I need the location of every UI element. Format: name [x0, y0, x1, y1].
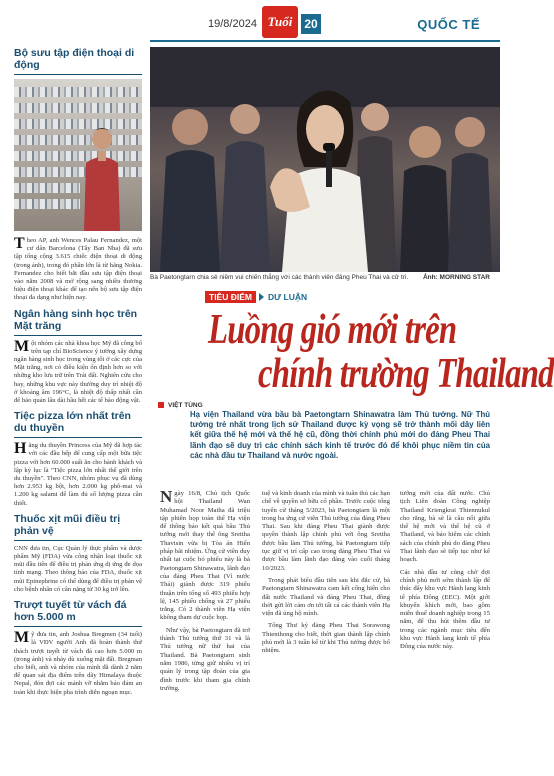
issue-date: 19/8/2024 — [208, 18, 257, 30]
main-photo — [150, 47, 500, 272]
kicker-sublabel: DƯ LUẬN — [267, 292, 308, 302]
divider — [14, 74, 142, 75]
article-lead: Hạ viện Thailand vừa bầu bà Paetongtarn Shinawatra làm Thủ tướng. Nữ Thủ tướng trẻ nhất trong lịch sử Thailand được kỳ vọng sẽ trở thành mối dây liên kết giữa thế hệ mới và thế hệ cũ, đồng thời chính phủ mới do đảng Pheu Thai lãnh đạo sẽ duy trì các chính sách kinh tế trước đó để khôi phục niềm tin của các nhà đầu tư Thailand và nước ngoài. — [190, 410, 490, 460]
photo-caption — [150, 274, 500, 281]
sidebar-briefs — [14, 44, 142, 772]
shelf — [14, 87, 142, 97]
shelf — [14, 199, 80, 209]
drop-cap: H — [14, 440, 27, 458]
drop-cap: M — [14, 629, 30, 647]
paragraph: tướng mới của đất nước. Chủ tịch Liên đoàn Công nghiệp Thailand Kriengkrai Thiennukul cho rằng, bà sẽ là cầu nối giữa thế hệ mới và thế hệ cũ ở Thailand, và bảo hiểm các chính sách của chính phủ do đảng Pheu Thai lãnh đạo sẽ tiếp tục như kế hoạch. — [400, 490, 490, 564]
divider — [14, 540, 142, 541]
paragraph: tuệ và kinh doanh của mình và tuân thủ các hạn chế về quyền sở hữu cổ phần. Trước cuộc tổng tuyển cử tháng 5/2023, bà Paetongtarn là một trong ba ứng cử viên Thủ tướng của đảng Pheu Thai. Sau khi đảng Pheu Thai giành được quyền thành lập chính phủ với ông Srettha được bầu làm Thủ tướng, bà Paetongtarn tiếp tục giữ vị trí cấp cao trong đảng Pheu Thai và được bầu làm lãnh đạo đảng vào cuối tháng 10/2023. — [262, 490, 390, 572]
paragraph: Tổng Thư ký đảng Pheu Thai Sorawong Thienthong cho biết, thời gian thành lập chính phủ mới là 3 tuần kể từ khi Thủ tướng được bổ nhiệm. — [262, 622, 390, 655]
brief-text: Hãng du thuyền Princess của Mỹ đã hợp tác với các đầu bếp để cung cấp một bữa tiệc pizza với hơn 60.000 suất ăn cho hành khách và lập kỷ lục là "Tiệc pizza lớn nhất thế giới trên du thuyền". Theo CNN, nhóm phục vụ đã dùng hơn 2.953 kg bột, hơn 2.000 kg phô-mai và 1.200 kg salami để làm đủ số lượng pizza cần thiết. — [14, 440, 142, 507]
shelf — [14, 103, 142, 113]
collector-figure — [80, 123, 124, 231]
brief-title: Bộ sưu tập điện thoại di động — [14, 47, 135, 71]
article-kicker — [205, 292, 307, 302]
kicker-label: TIÊU ĐIỂM — [205, 291, 256, 303]
section-title: QUỐC TẾ — [417, 17, 480, 32]
article-column-3 — [400, 490, 490, 772]
brief-title: Ngân hàng sinh học trên Mặt trăng — [14, 307, 138, 332]
brief-text: CNN đưa tin, Cục Quản lý thực phẩm và dược phẩm Mỹ (FDA) vừa công nhận loại thuốc xịt mũi đầu tiên để điều trị phản ứng dị ứng đe dọa tính mạng. Theo thông báo của FDA, thuốc xịt mũi Epinephrine có thể dùng để điều trị phản vệ cho bệnh nhân có cân nặng từ 30 kg trở lên. — [14, 544, 142, 593]
crowd-illustration — [150, 47, 500, 272]
paragraph: Trong phát biểu đầu tiên sau khi đắc cử, bà Paetongtarn Shinawatra cam kết cống hiến cho đất nước Thailand và đảng Pheu Thai, đồng thời gửi lời cảm ơn tới tất cả các thành viên Hạ viện đã ủng hộ mình. — [262, 576, 390, 618]
brief-text: Một nhóm các nhà khoa học Mỹ đã công bố trên tạp chí BioScience ý tưởng xây dựng ngân hàng sinh học trong vùng tối ở các cực của Mặt trăng, nơi có điều kiện ổn định hơn so với những kho lưu trữ trên Trái đất. Nghiên cứu cho hay, những khu vực này thường duy trì nhiệt độ ở khoảng âm 196°C, là nhiệt độ thấp nhất cần để bảo quản lâu dài hầu hết các tế bào động vật. — [14, 337, 142, 405]
byline: VIỆT TÙNG — [158, 402, 203, 409]
header-rule — [150, 40, 500, 42]
divider — [14, 335, 142, 336]
shelf — [14, 183, 80, 193]
paragraph: Ngày 16/8, Chủ tịch Quốc hội Thailand Wan Muhamad Noor Matha đã triệu tập phiên họp toàn thể Hạ viện để thông báo kết quả bầu Thủ tướng mới thay thế ông Srettha Thavisin vừa bị Tòa án Hiến pháp bãi nhiệm. Ứng cử viên duy nhất tại cuộc bỏ phiếu này là bà Paetongtarn Shinawatra, lãnh đạo của đảng Pheu Thai (Vì nước Thái) giành được 319 phiếu thuận trên tổng số 493 phiếu hợp lệ, 145 phiếu chống và 27 phiếu trắng. Có 2 thành viên Hạ viện không tham dự cuộc họp. — [160, 487, 250, 622]
brief-text: Theo AP, anh Wences Palau Fernandez, một cư dân Barcelona (Tây Ban Nha) đã sưu tập tổng cộng 3.615 chiếc điện thoại di động (trong ảnh), trong đó phần lớn là từ hãng Nokia. Fernandez cho biết bắt đầu sưu tập điện thoại vào năm 2008 và mở rộng sang nhiều thương hiệu điện thoại khác để tạo nên bộ sưu tập điện thoại đa dạng như hiện nay. — [14, 235, 142, 302]
drop-cap: N — [160, 487, 173, 506]
article-column-2 — [262, 490, 390, 772]
headline-line-2: chính trường Thailand — [258, 351, 554, 397]
page-header — [0, 0, 500, 40]
arrow-icon — [259, 293, 264, 301]
drop-cap: M — [14, 337, 30, 355]
article-column-1 — [160, 487, 250, 772]
photo-credit: Ảnh: MORNING STAR — [422, 274, 490, 281]
caption-text: Bà Paetongtarn chia sẻ niềm vui chiến thắng với các thành viên đảng Pheu Thai và cử tri. — [150, 274, 409, 281]
headline-line-1: Luồng gió mới trên — [208, 307, 457, 353]
divider — [14, 437, 142, 438]
brief-title: Thuốc xịt mũi điều trị phản vệ — [14, 512, 121, 537]
brief-title: Trượt tuyết từ vách đá hơn 5.000 m — [14, 599, 127, 624]
divider — [14, 626, 142, 627]
page-number: 20 — [301, 14, 321, 34]
paragraph: Các nhà đầu tư cũng chờ đợi chính phủ mới sớm thành lập để thúc đẩy khu vực Hành lang kinh tế phía Đông (EEC). Một giới khuyến khích mới, bao gồm miễn thuế doanh nghiệp trong 15 năm, để thu hút thêm đầu tư trong các ngành mục tiêu đến khu vực Hành lang kinh tế phía Đông của nước này. — [400, 568, 490, 651]
brief-text: Mỹ đưa tin, anh Joshua Bregmen (34 tuổi) là VĐV người Anh đã hoàn thành thử thách trượt tuyết từ vách đá cao hơn 5.000 m (trong ảnh) và nhảy dù xuống mặt đất. Bregman cho biết, anh và nhóm của mình đã dành 2 năm để quan sát địa điểm trên dãy Himalaya thuộc Nepal, đón đợi các mảnh vỡ nhằm bảo đảm an toàn khi thực hiện pha trình diễn ngoạn mục. — [14, 629, 142, 696]
brief-title: Tiệc pizza lớn nhất trên du thuyền — [14, 410, 131, 435]
phone-collection-photo — [14, 79, 142, 231]
paragraph: Như vậy, bà Paetongtarn đã trở thành Thủ tướng thứ 31 và là Thủ tướng nữ thứ hai của Thailand. Bà Paetongtarn sinh năm 1986, từng giữ nhiều vị trí quản lý trong tập đoàn của gia đình trước khi tham gia chính trường. — [160, 626, 250, 692]
newspaper-logo: Tuổi — [262, 6, 298, 38]
drop-cap: T — [14, 235, 25, 252]
